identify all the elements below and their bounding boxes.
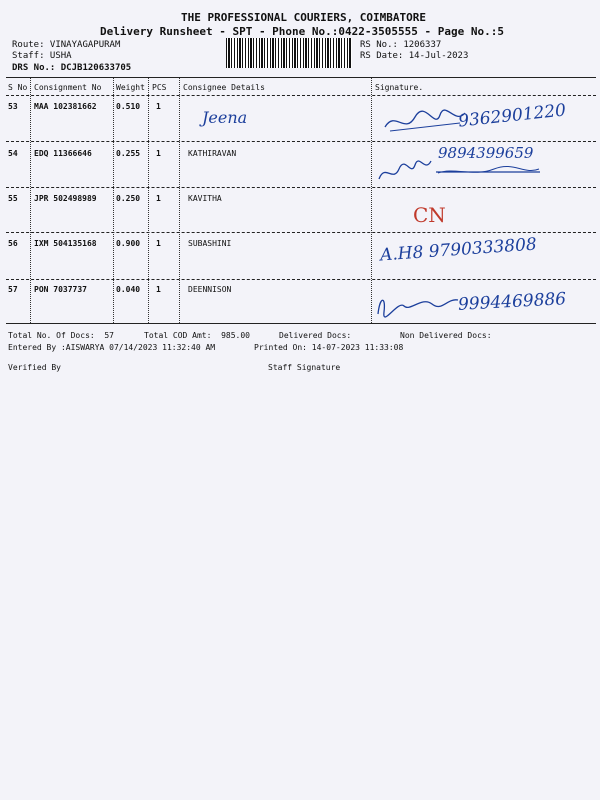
row-consignee: KAVITHA	[188, 194, 222, 203]
handwritten-phone: 9362901220	[457, 100, 567, 132]
row-pcs: 1	[156, 149, 161, 158]
col-pcs: PCS	[152, 83, 167, 92]
row-sno: 53	[8, 102, 18, 111]
row-sno: 56	[8, 239, 18, 248]
row-weight: 0.040	[116, 285, 141, 294]
col-divider	[113, 78, 114, 323]
runsheet-subtitle: Delivery Runsheet - SPT - Phone No.:0422-3505555 - Page No.:5	[100, 25, 504, 38]
staff-signature: Staff Signature	[268, 363, 341, 372]
total-cod-amount: Total COD Amt: 985.00	[144, 331, 250, 340]
row-separator	[6, 279, 596, 280]
table-rule-bottom	[6, 323, 596, 324]
signature-scribble	[380, 105, 470, 135]
drs-number: DRS No.: DCJB120633705	[12, 63, 132, 73]
verified-by: Verified By	[8, 363, 61, 372]
handwritten-mark: CN	[413, 203, 446, 227]
company-name: THE PROFESSIONAL COURIERS, COIMBATORE	[181, 11, 427, 24]
row-weight: 0.510	[116, 102, 141, 111]
row-separator	[6, 141, 596, 142]
row-pcs: 1	[156, 239, 161, 248]
row-separator	[6, 232, 596, 233]
rs-date: RS Date: 14-Jul-2023	[360, 51, 469, 61]
row-consignee: KATHIRAVAN	[188, 149, 237, 158]
row-pcs: 1	[156, 102, 161, 111]
handwritten-phone: A.H8 9790333808	[379, 234, 538, 266]
row-consignment: JPR 502498989	[34, 194, 97, 203]
printed-on: Printed On: 14-07-2023 11:33:08	[254, 343, 404, 352]
row-pcs: 1	[156, 285, 161, 294]
row-consignee: DEENNISON	[188, 285, 232, 294]
row-consignment: MAA 102381662	[34, 102, 97, 111]
rs-number: RS No.: 1206337	[360, 40, 442, 50]
delivered-docs: Delivered Docs:	[279, 331, 352, 340]
row-consignee: SUBASHINI	[188, 239, 232, 248]
staff-label: Staff: USHA	[12, 51, 72, 61]
col-consignee: Consignee Details	[183, 83, 265, 92]
signature-scribble	[372, 290, 462, 320]
col-divider	[371, 78, 372, 323]
entered-by: Entered By :AISWARYA 07/14/2023 11:32:40 AM	[8, 343, 216, 352]
row-sno: 55	[8, 194, 18, 203]
col-sno: S No	[8, 83, 28, 92]
col-divider	[30, 78, 31, 323]
handwritten-consignee: Jeena	[202, 108, 248, 127]
struck-number-scribble	[434, 163, 544, 181]
row-consignment: IXM 504135168	[34, 239, 97, 248]
row-weight: 0.255	[116, 149, 141, 158]
non-delivered-docs: Non Delivered Docs:	[400, 331, 492, 340]
row-weight: 0.900	[116, 239, 141, 248]
row-separator	[6, 187, 596, 188]
row-sno: 54	[8, 149, 18, 158]
row-consignment: PON 7037737	[34, 285, 87, 294]
signature-scribble	[375, 155, 435, 185]
row-consignment: EDQ 11366646	[34, 149, 92, 158]
col-consignment: Consignment No	[34, 83, 102, 92]
col-weight: Weight	[116, 83, 145, 92]
handwritten-phone: 9994469886	[457, 289, 567, 315]
barcode-image	[226, 38, 352, 68]
row-weight: 0.250	[116, 194, 141, 203]
header-rule-top	[6, 77, 596, 78]
header-rule-bottom	[6, 95, 596, 96]
col-divider	[179, 78, 180, 323]
row-sno: 57	[8, 285, 18, 294]
col-signature: Signature.	[375, 83, 424, 92]
route-label: Route: VINAYAGAPURAM	[12, 40, 121, 50]
row-pcs: 1	[156, 194, 161, 203]
col-divider	[148, 78, 149, 323]
total-docs: Total No. Of Docs: 57	[8, 331, 114, 340]
handwritten-phone: 9894399659	[438, 144, 534, 162]
